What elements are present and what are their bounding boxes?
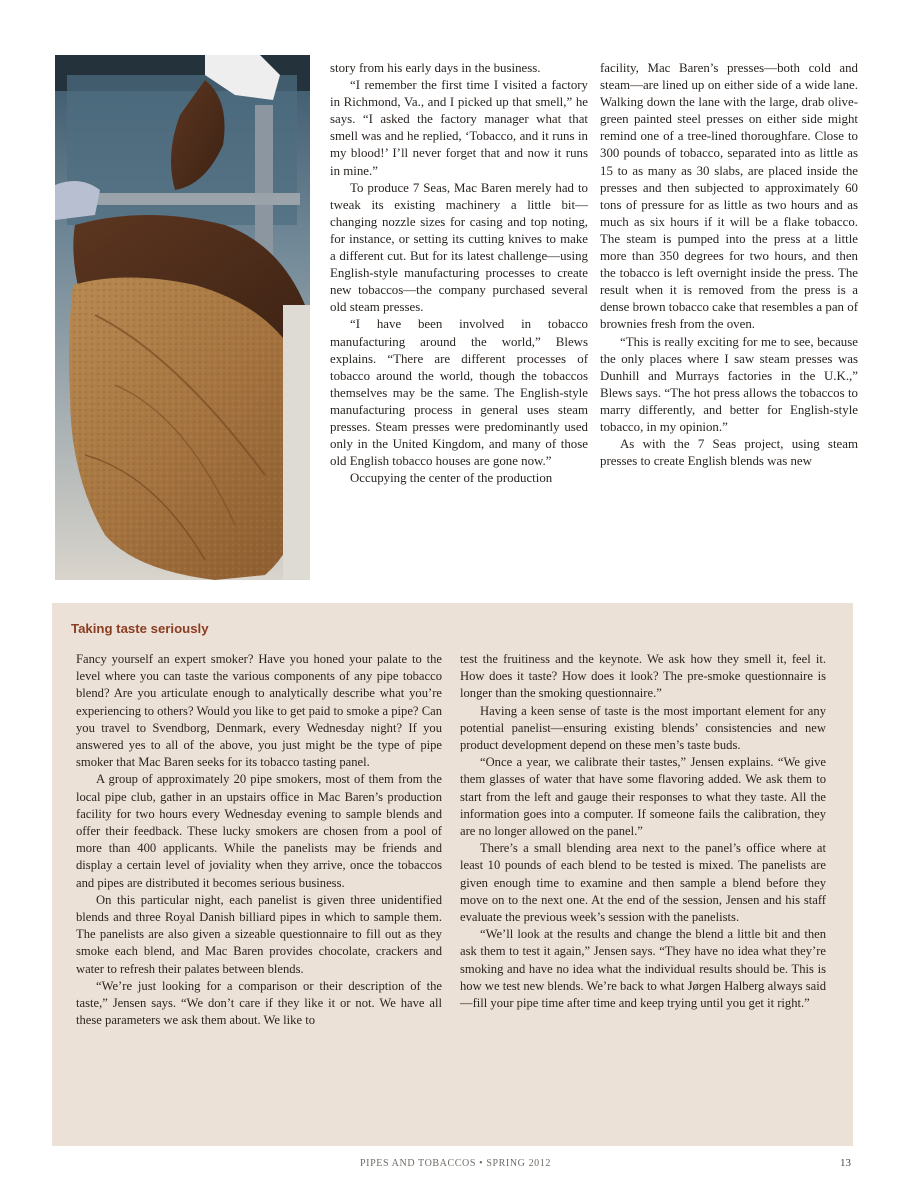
sidebar-paragraph: “We’ll look at the results and change the blend a little bit and then ask them to test it again,” Jensen says. “They have no idea what they’re smoking and have no idea what the individual results should be. This is how we test new blends. We’re back to what Jørgen Halberg always said—fill your pipe time after time and keep trying until you get it right.” bbox=[460, 927, 826, 1011]
sidebar-paragraph: “We’re just looking for a comparison or their description of the taste,” Jensen says. “We don’t care if they like it or not. We have all these parameters we ask them about. We like to bbox=[76, 978, 442, 1028]
sidebar-paragraph: Fancy yourself an expert smoker? Have you honed your palate to the level where you can taste the various components of any pipe tobacco blend? Are you articulate enough to analytically describe what you’re experiencing to others? Would you like to get paid to smoke a pipe? Can you travel to Svendborg, Denmark, every Wednesday night? If you answered yes to all of the above, you just might be the type of pipe smoker that Mac Baren seeks for its tobacco tasting panel. bbox=[76, 652, 442, 770]
sidebar-paragraph: There’s a small blending area next to the panel’s office where at least 10 pounds of each blend to be tested is mixed. The panelists are given enough time to examine and then sample a blend before they move on to the next one. At the end of the session, Jensen and his staff evaluate the previous week’s session with the panelists. bbox=[460, 841, 826, 925]
sidebar-paragraph: Having a keen sense of taste is the most important element for any potential panelist—ensuring existing blends’ consistencies and new product development depend on these men’s taste buds. bbox=[460, 703, 826, 753]
article-paragraph: “I have been involved in tobacco manufacturing around the world,” Blews explains. “There are different processes of tobacco around the world, though the tobaccos themselves may be the same. The English-style manufacturing process in general uses steam presses. Steam presses were predominantly used only in the United Kingdom, and many of those old English tobacco houses are gone now.” bbox=[330, 317, 588, 469]
article-paragraph: “I remember the first time I visited a factory in Richmond, Va., and I picked up that smell,” he says. “I asked the factory manager what that smell was and he replied, ‘Tobacco, and it runs in my blood!’ I’ll never forget that and now it runs in mine.” bbox=[330, 78, 588, 178]
sidebar-box bbox=[52, 603, 853, 1146]
running-footer: PIPES AND TOBACCOS • SPRING 2012 bbox=[360, 1158, 551, 1169]
article-paragraph: As with the 7 Seas project, using steam presses to create English blends was new bbox=[600, 437, 858, 469]
article-column-2 bbox=[600, 60, 858, 470]
sidebar-title: Taking taste seriously bbox=[71, 621, 209, 636]
article-column-1 bbox=[330, 60, 588, 487]
sidebar-column-2 bbox=[460, 651, 826, 1012]
sidebar-paragraph: On this particular night, each panelist is given three unidentified blends and three Royal Danish billiard pipes in which to sample them. The panelists are also given a sizeable questionnaire to fill out as they smoke each blend, and Mac Baren provides chocolate, crackers and water to refresh their palates between blends. bbox=[76, 892, 442, 976]
article-paragraph: story from his early days in the business. bbox=[330, 61, 541, 75]
article-paragraph: To produce 7 Seas, Mac Baren merely had to tweak its existing machinery a little bit—changing nozzle sizes for casing and top noting, for instance, or setting its cutting knives to make a different cut. But for its latest challenge—using English-style manufacturing processes to create new tobaccos—the company purchased several old steam presses. bbox=[330, 180, 588, 315]
sidebar-column-1 bbox=[76, 651, 442, 1029]
sidebar-paragraph: “Once a year, we calibrate their tastes,” Jensen explains. “We give them glasses of water that have some flavoring added. We ask them to start from the left and gauge their responses to what they taste. All the information goes into a computer. If someone fails the calibration, they are no longer allowed on the panel.” bbox=[460, 755, 826, 839]
article-paragraph: “This is really exciting for me to see, because the only places where I saw steam presses was Dunhill and Murrays factories in the U.K.,” Blews says. “The hot press allows the tobaccos to marry differently, and better for English-style tobacco, in my opinion.” bbox=[600, 334, 858, 434]
article-paragraph: Occupying the center of the production bbox=[350, 471, 553, 486]
page-number: 13 bbox=[840, 1157, 851, 1169]
article-photo bbox=[55, 55, 310, 580]
sidebar-paragraph: A group of approximately 20 pipe smokers, most of them from the local pipe club, gather in an upstairs office in Mac Baren’s production facility for two hours every Wednesday evening to sample blends and offer their feedback. These lucky smokers are chosen from a pool of more than 400 applicants. While the panelists may be friends and display a certain level of joviality when they arrive, once the tobaccos and pipes are distributed it becomes serious business. bbox=[76, 772, 442, 890]
tobacco-leaves-illustration bbox=[55, 55, 310, 580]
article-paragraph: facility, Mac Baren’s presses—both cold and steam—are lined up on either side of a wide lane. Walking down the lane with the large, drab olive-green painted steel presses on either side might remind one of a tree-lined thoroughfare. Close to 300 pounds of tobacco, separated into as little as 15 to as many as 30 slabs, are placed inside the presses and then subjected to approximately 60 tons of pressure for as little as two hours and as much as six hours if it will be a flake tobacco. The steam is pumped into the press at a little more than 350 degrees for two hours, and then the tobacco is left overnight inside the press. The result when it is removed from the press is a dense brown tobacco cake that resembles a pan of brownies fresh from the oven. bbox=[600, 61, 858, 332]
sidebar-paragraph: test the fruitiness and the keynote. We ask how they smell it, feel it. How does it taste? How does it look? The pre-smoke questionnaire is longer than the smoking questionnaire.” bbox=[460, 652, 826, 701]
